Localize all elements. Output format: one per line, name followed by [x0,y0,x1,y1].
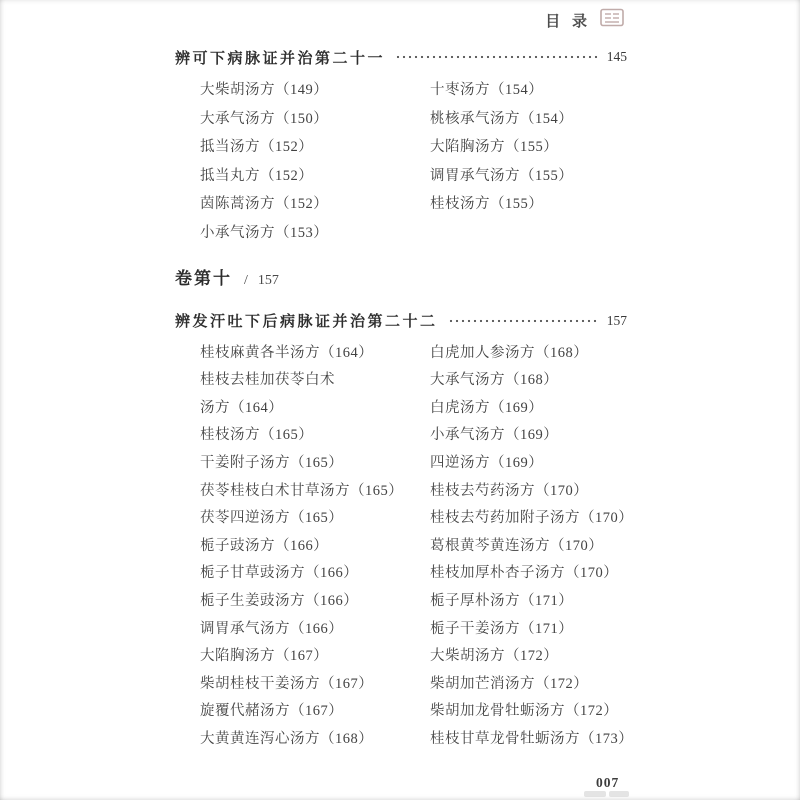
toc-entry: 白虎汤方（169） [430,399,544,416]
toc-entry: 干姜附子汤方（165） [200,454,344,471]
dotted-leader [448,317,599,325]
entries-right-column [430,340,634,754]
chapter-page-number: 157 [606,312,627,328]
toc-entry: 栀子豉汤方（166） [200,537,329,554]
table-of-contents [175,46,634,753]
watermark-mark [584,791,606,797]
volume-page-number: 157 [257,272,279,288]
watermark [584,791,636,799]
toc-entry: 桂枝去芍药汤方（170） [430,482,589,499]
toc-entry: 抵当汤方（152） [200,139,314,156]
toc-entry: 栀子甘草豉汤方（166） [200,565,359,582]
toc-header-title: 目 录 [545,13,591,30]
chapter-heading-22 [175,310,627,332]
toc-entry: 大柴胡汤方（149） [200,82,329,98]
toc-entry: 旋覆代赭汤方（167） [200,703,344,720]
toc-entry: 大陷胸汤方（167） [200,648,329,665]
entries-left-column [200,340,430,754]
toc-entry: 栀子生姜豉汤方（166） [200,592,359,609]
toc-entry: 茯苓桂枝白术甘草汤方（165） [200,482,404,499]
toc-entry: 调胃承气汤方（166） [200,620,344,637]
entries-left-column [200,76,430,248]
toc-entry: 大陷胸汤方（155） [430,139,559,156]
chapter-section-22 [175,310,634,754]
toc-entry: 桂枝汤方（165） [200,427,314,444]
volume-separator: / [244,272,248,288]
toc-entry: 桂枝去桂加茯苓白术 [200,372,335,389]
chapter-heading-21 [175,46,627,68]
toc-entry: 四逆汤方（169） [430,454,544,471]
toc-entry: 大柴胡汤方（172） [430,648,559,665]
chapter-page-number: 145 [606,49,627,64]
folio-page-number: 007 [596,775,620,790]
toc-entry: 葛根黄芩黄连汤方（170） [430,537,604,554]
toc-entry: 小承气汤方（169） [430,427,559,444]
toc-entry: 抵当丸方（152） [200,167,314,184]
toc-entry: 桂枝加厚朴杏子汤方（170） [430,565,619,582]
toc-entry: 柴胡加芒消汤方（172） [430,675,589,692]
toc-entry: 大承气汤方（168） [430,372,559,389]
chapter-title: 辨可下病脉证并治第二十一 [175,50,386,67]
entries-22 [175,340,634,754]
page-header [545,8,624,32]
chapter-title: 辨发汗吐下后病脉证并治第二十二 [175,314,438,331]
toc-entry: 桃核承气汤方（154） [430,110,574,127]
entries-21 [175,76,627,248]
toc-entry: 栀子厚朴汤方（171） [430,592,574,609]
toc-entry: 小承气汤方（153） [200,224,329,241]
toc-entry: 十枣汤方（154） [430,82,544,98]
toc-entry: 大黄黄连泻心汤方（168） [200,730,374,747]
toc-entry: 白虎加人参汤方（168） [430,344,589,361]
toc-entry: 桂枝汤方（155） [430,196,544,213]
toc-entry: 调胃承气汤方（155） [430,167,574,184]
toc-entry: 柴胡加龙骨牡蛎汤方（172） [430,703,619,720]
toc-entry: 茯苓四逆汤方（165） [200,510,344,527]
toc-entry: 柴胡桂枝干姜汤方（167） [200,675,374,692]
toc-entry: 桂枝去芍药加附子汤方（170） [430,510,634,527]
toc-entry: 茵陈蒿汤方（152） [200,196,329,213]
toc-entry: 桂枝甘草龙骨牡蛎汤方（173） [430,730,634,747]
publisher-seal-icon [600,8,624,32]
dotted-leader [395,53,599,61]
entries-right-column [430,76,627,248]
watermark-mark [609,791,629,797]
toc-entry: 栀子干姜汤方（171） [430,620,574,637]
toc-entry: 大承气汤方（150） [200,110,329,127]
chapter-section-21 [175,46,627,248]
volume-title: 卷第十 [175,268,232,288]
toc-entry: 桂枝麻黄各半汤方（164） [200,344,374,361]
toc-entry: 汤方（164） [200,399,284,416]
volume-heading [175,264,627,296]
